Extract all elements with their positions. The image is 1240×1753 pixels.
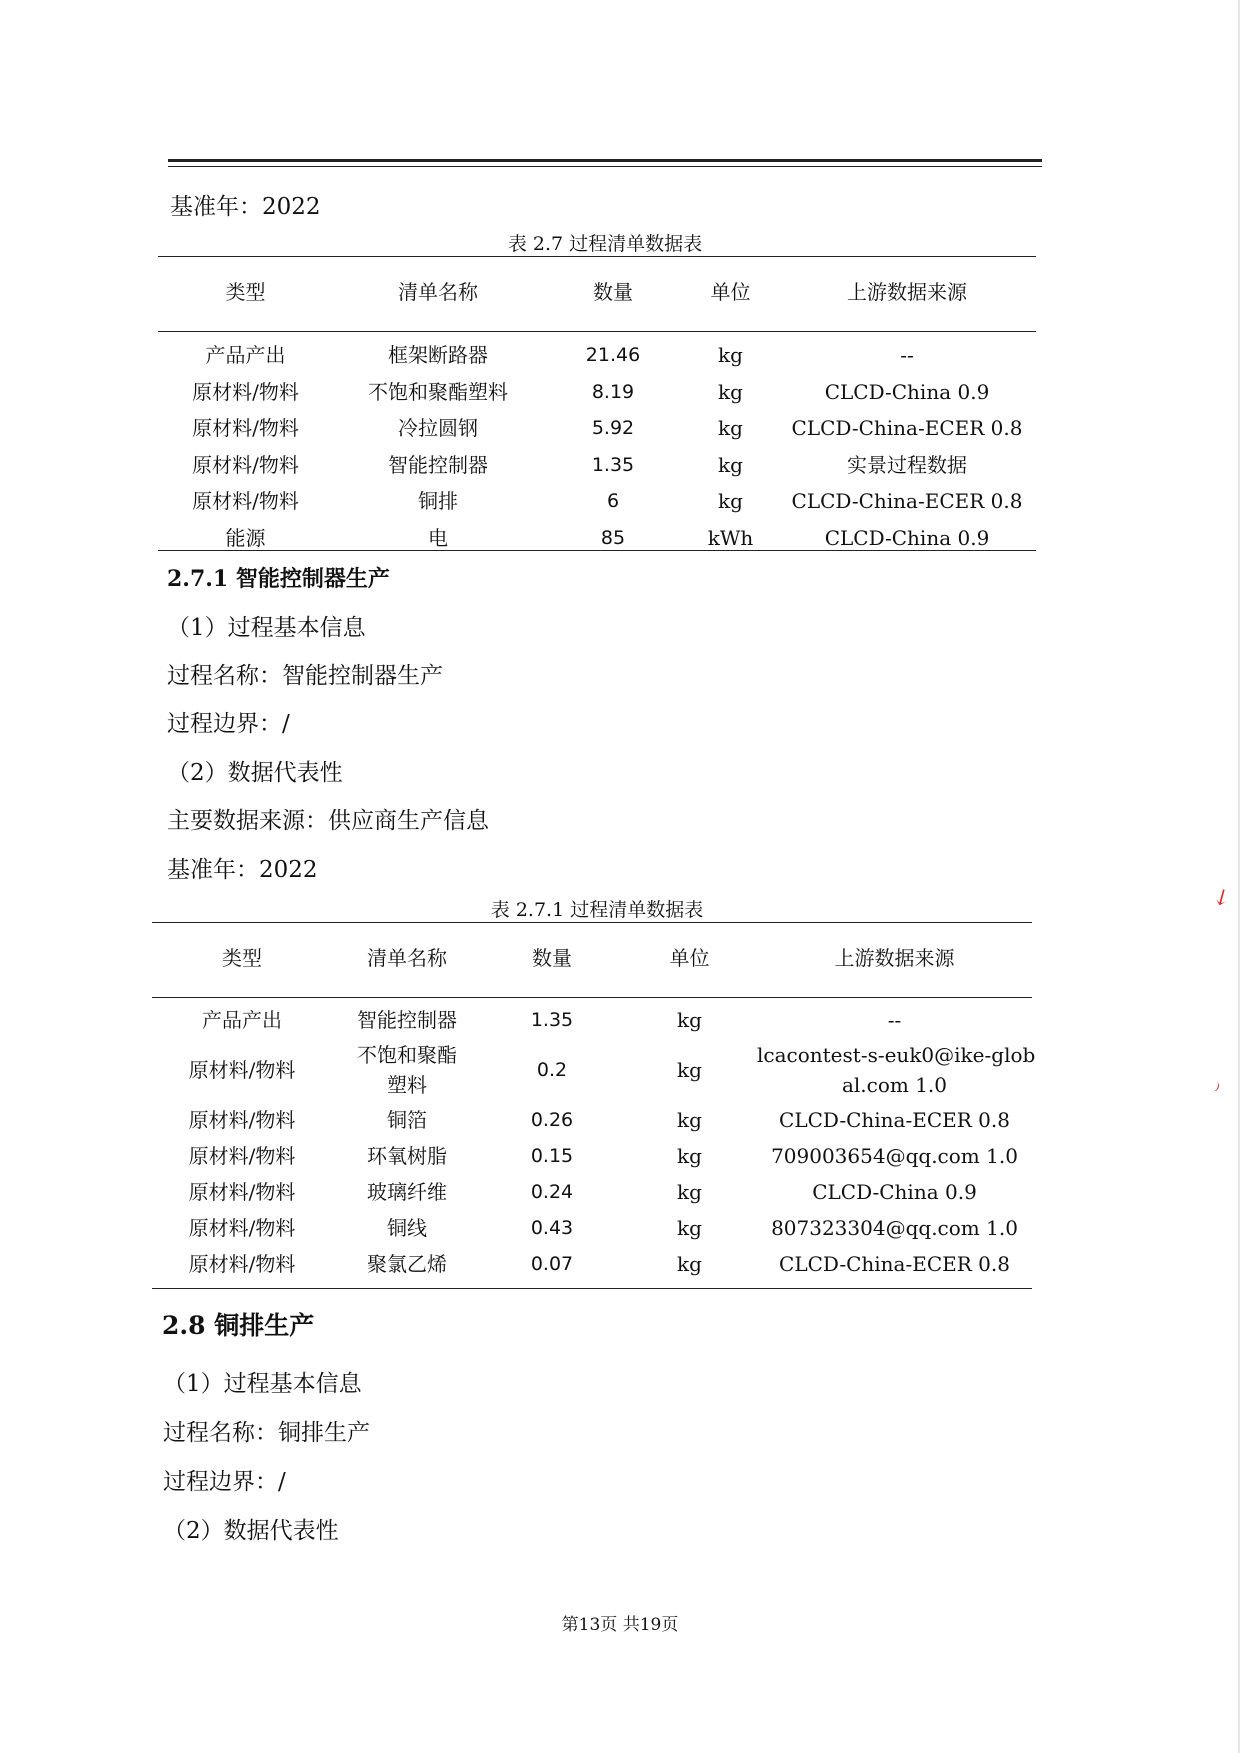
cell-quantity: 0.15 — [530, 1145, 574, 1167]
process-boundary-line-2: 过程边界：/ — [163, 1469, 286, 1495]
base-year-line: 基准年：2022 — [170, 194, 321, 220]
cell-item-name — [332, 1246, 482, 1282]
cell-item-name-line: 环氧树脂 — [367, 1144, 447, 1168]
cell-quantity: 0.07 — [530, 1253, 574, 1275]
cell-item-name-line: 智能控制器 — [357, 1008, 457, 1032]
base-year-line-2: 基准年：2022 — [167, 857, 318, 883]
col-header-unit: 单位 — [669, 946, 710, 970]
table2-header-rule — [152, 997, 1032, 998]
cell-item-name — [332, 1038, 482, 1102]
data-representativeness-label: （2）数据代表性 — [167, 760, 343, 786]
cell-quantity: 6 — [606, 490, 620, 512]
cell-quantity: 1.35 — [591, 453, 635, 476]
cell-item-name: 铜排 — [418, 489, 458, 513]
cell-unit: kg — [677, 1144, 702, 1168]
cell-upstream-source-line: CLCD-China 0.9 — [812, 1180, 977, 1204]
col-header-item-name: 清单名称 — [367, 946, 447, 970]
cell-upstream-source — [757, 1246, 1032, 1282]
cell-upstream-source — [757, 1102, 1032, 1138]
stamp-fragment-2: ⁾ — [1210, 1079, 1222, 1102]
cell-unit: kWh — [707, 525, 754, 550]
cell-unit: kg — [718, 489, 743, 513]
cell-unit: kg — [718, 416, 743, 440]
cell-upstream-source-line: 709003654@qq.com 1.0 — [771, 1144, 1018, 1168]
cell-type: 原材料/物料 — [192, 489, 299, 513]
cell-upstream-source — [757, 1174, 1032, 1210]
col-header-type: 类型 — [225, 280, 266, 304]
cell-quantity: 0.2 — [536, 1059, 568, 1081]
cell-item-name: 电 — [428, 525, 448, 550]
process-name-line-2: 过程名称：铜排生产 — [163, 1420, 370, 1446]
table1-header-rule — [158, 331, 1036, 332]
table1-caption: 表 2.7 过程清单数据表 — [507, 233, 703, 255]
col-header-upstream-source: 上游数据来源 — [834, 946, 955, 970]
cell-quantity: 21.46 — [585, 344, 641, 366]
data-representativeness-label-2: （2）数据代表性 — [163, 1518, 339, 1544]
cell-type: 产品产出 — [205, 343, 286, 367]
cell-quantity: 85 — [600, 526, 626, 549]
cell-item-name — [332, 1210, 482, 1246]
cell-type: 原材料/物料 — [192, 416, 299, 440]
cell-unit: kg — [677, 1216, 702, 1240]
col-header-upstream-source: 上游数据来源 — [847, 280, 967, 304]
table2-top-rule — [152, 922, 1032, 923]
cell-item-name-line: 玻璃纤维 — [367, 1180, 447, 1204]
process-name-line: 过程名称：智能控制器生产 — [167, 663, 443, 689]
table1-top-rule — [158, 256, 1036, 257]
header-rule — [168, 159, 1042, 167]
cell-quantity: 5.92 — [591, 417, 635, 439]
page-number: 第13页 共19页 — [561, 1615, 679, 1635]
cell-upstream-source — [757, 1038, 1036, 1102]
col-header-item-name: 清单名称 — [398, 280, 478, 304]
cell-type: 原材料/物料 — [188, 1252, 296, 1276]
cell-unit: kg — [677, 1180, 702, 1204]
col-header-unit: 单位 — [710, 280, 751, 304]
cell-type: 原材料/物料 — [188, 1180, 296, 1204]
col-header-type: 类型 — [222, 946, 262, 970]
cell-upstream-source-line: CLCD-China-ECER 0.8 — [779, 1108, 1010, 1132]
cell-unit: kg — [718, 343, 743, 367]
cell-upstream-source-line: al.com 1.0 — [841, 1073, 948, 1097]
cell-quantity: 0.43 — [530, 1217, 574, 1239]
cell-item-name-line: 铜线 — [387, 1216, 427, 1240]
cell-upstream-source-line: lcacontest-s-euk0@ike-glob — [757, 1043, 1036, 1067]
process-inventory-table-2-7 — [158, 256, 1036, 552]
cell-item-name — [332, 1002, 482, 1038]
cell-item-name: 框架断路器 — [388, 343, 488, 367]
cell-quantity: 0.24 — [530, 1181, 574, 1203]
col-header-quantity: 数量 — [532, 946, 572, 970]
cell-item-name-line: 聚氯乙烯 — [367, 1252, 447, 1276]
section-heading-2-8: 2.8 铜排生产 — [162, 1311, 315, 1340]
cell-upstream-source-line: CLCD-China-ECER 0.8 — [779, 1252, 1010, 1276]
cell-unit: kg — [718, 452, 743, 477]
cell-item-name: 不饱和聚酯塑料 — [368, 379, 508, 404]
table2-bottom-rule — [152, 1288, 1032, 1289]
main-data-source-line: 主要数据来源：供应商生产信息 — [167, 808, 489, 834]
cell-upstream-source: CLCD-China-ECER 0.8 — [791, 489, 1023, 513]
cell-unit: kg — [677, 1058, 702, 1082]
cell-item-name-line: 不饱和聚酯 — [357, 1043, 457, 1067]
cell-upstream-source: -- — [900, 343, 914, 367]
cell-upstream-source-line: -- — [887, 1008, 902, 1032]
cell-type: 产品产出 — [202, 1008, 282, 1032]
cell-upstream-source: CLCD-China-ECER 0.8 — [791, 416, 1023, 440]
cell-item-name-line: 塑料 — [387, 1073, 427, 1097]
cell-upstream-source: 实景过程数据 — [847, 452, 967, 477]
process-basic-info-label-2: （1）过程基本信息 — [163, 1371, 362, 1397]
cell-unit: kg — [718, 379, 743, 404]
cell-upstream-source: CLCD-China 0.9 — [824, 525, 990, 550]
cell-type: 原材料/物料 — [188, 1108, 296, 1132]
cell-type: 能源 — [225, 525, 266, 550]
table2-caption: 表 2.7.1 过程清单数据表 — [490, 899, 704, 921]
cell-item-name: 冷拉圆钢 — [398, 416, 478, 440]
cell-upstream-source-line: 807323304@qq.com 1.0 — [771, 1216, 1018, 1240]
cell-quantity: 1.35 — [530, 1009, 574, 1031]
cell-unit: kg — [677, 1008, 702, 1032]
cell-upstream-source — [757, 1138, 1032, 1174]
process-basic-info-label: （1）过程基本信息 — [167, 615, 366, 641]
cell-upstream-source: CLCD-China 0.9 — [824, 379, 990, 404]
cell-item-name — [332, 1102, 482, 1138]
section-heading-2-7-1: 2.7.1 智能控制器生产 — [167, 566, 390, 592]
cell-item-name — [332, 1174, 482, 1210]
col-header-quantity: 数量 — [593, 280, 633, 304]
cell-item-name — [332, 1138, 482, 1174]
process-boundary-line: 过程边界：/ — [167, 711, 290, 737]
cell-type: 原材料/物料 — [192, 452, 299, 477]
cell-type: 原材料/物料 — [192, 379, 299, 404]
cell-item-name-line: 铜箔 — [387, 1108, 427, 1132]
cell-type: 原材料/物料 — [188, 1216, 296, 1240]
cell-item-name: 智能控制器 — [388, 452, 488, 477]
cell-unit: kg — [677, 1252, 702, 1276]
process-inventory-table-2-7-1 — [152, 922, 1036, 1290]
cell-quantity: 0.26 — [530, 1109, 574, 1131]
cell-upstream-source — [757, 1002, 1032, 1038]
cell-type: 原材料/物料 — [188, 1058, 296, 1082]
cell-upstream-source — [757, 1210, 1032, 1246]
stamp-fragment: ↘ — [1205, 883, 1237, 912]
cell-unit: kg — [677, 1108, 702, 1132]
cell-quantity: 8.19 — [591, 380, 635, 403]
cell-type: 原材料/物料 — [188, 1144, 296, 1168]
